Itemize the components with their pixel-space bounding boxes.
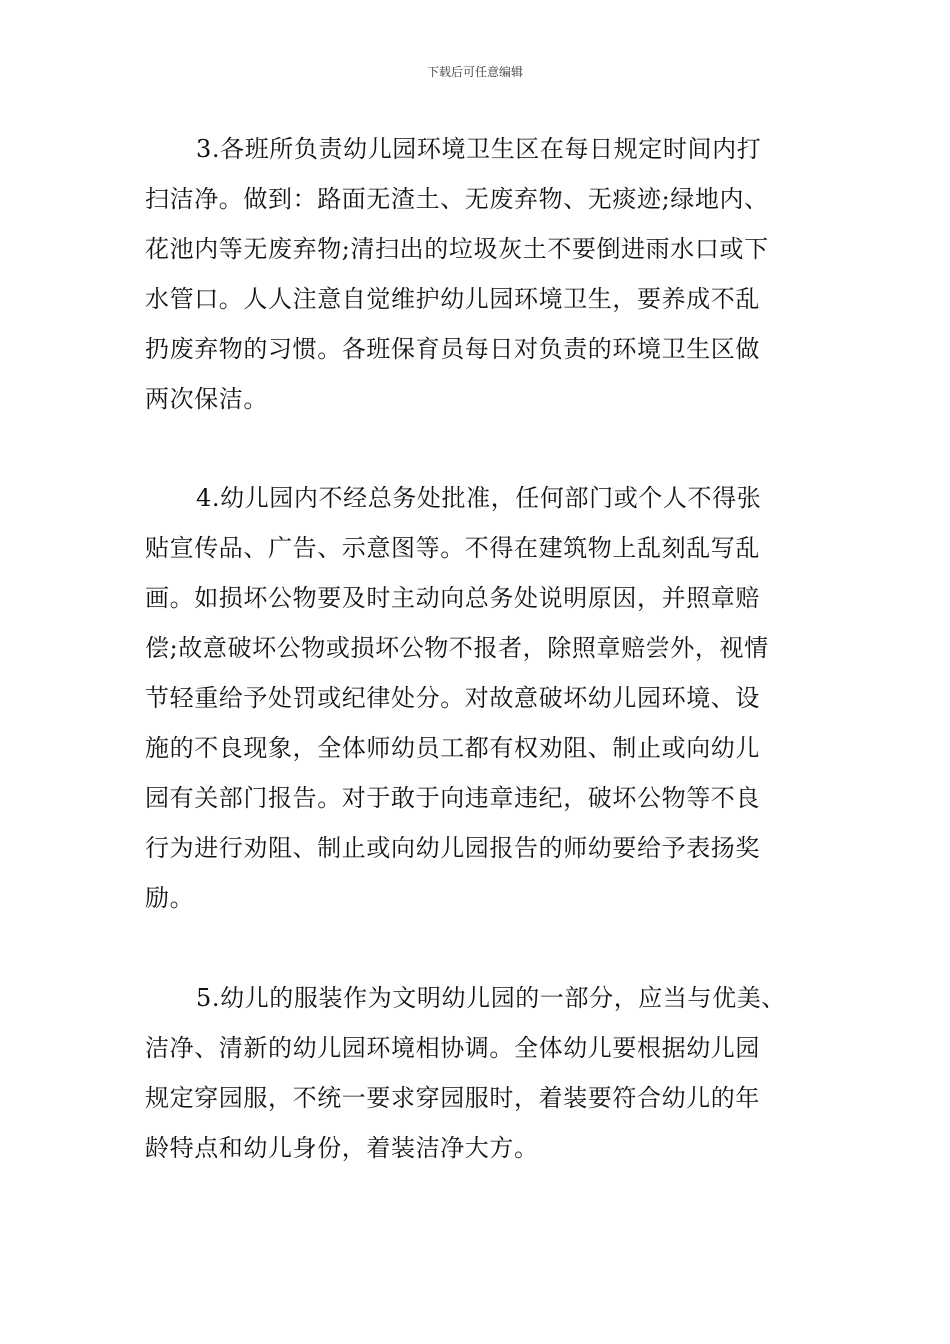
paragraph-line: 园有关部门报告。对于敢于向违章违纪，破坏公物等不良	[145, 784, 760, 812]
paragraph-line: 励。	[145, 884, 195, 912]
paragraph-line: 两次保洁。	[145, 385, 268, 413]
paragraph-line: 规定穿园服，不统一要求穿园服时，着装要符合幼儿的年	[145, 1084, 760, 1112]
paragraph-line: 扔废弃物的习惯。各班保育员每日对负责的环境卫生区做	[145, 335, 760, 363]
paragraph-line: 施的不良现象，全体师幼员工都有权劝阻、制止或向幼儿	[145, 734, 760, 762]
page-header: 下载后可任意编辑	[426, 65, 523, 79]
paragraph-line: 扫洁净。做到：路面无渣土、无废弃物、无痰迹;绿地内、	[145, 185, 769, 213]
paragraph-line: 节轻重给予处罚或纪律处分。对故意破坏幼儿园环境、设	[145, 684, 760, 712]
paragraph-line: 洁净、清新的幼儿园环境相协调。全体幼儿要根据幼儿园	[145, 1034, 760, 1062]
paragraph-line: 4.幼儿园内不经总务处批准，任何部门或个人不得张	[196, 484, 762, 512]
paragraph-line: 画。如损坏公物要及时主动向总务处说明原因，并照章赔	[145, 584, 760, 612]
paragraph-line: 行为进行劝阻、制止或向幼儿园报告的师幼要给予表扬奖	[145, 834, 760, 862]
paragraph-line: 3.各班所负责幼儿园环境卫生区在每日规定时间内打	[196, 135, 762, 163]
paragraph-line: 5.幼儿的服装作为文明幼儿园的一部分，应当与优美、	[196, 984, 786, 1012]
paragraph-line: 水管口。人人注意自觉维护幼儿园环境卫生，要养成不乱	[145, 285, 760, 313]
paragraph-line: 贴宣传品、广告、示意图等。不得在建筑物上乱刻乱写乱	[145, 534, 760, 562]
paragraph-line: 花池内等无废弃物;清扫出的垃圾灰土不要倒进雨水口或下	[145, 235, 769, 263]
paragraph-line: 龄特点和幼儿身份，着装洁净大方。	[145, 1134, 539, 1162]
paragraph-line: 偿;故意破坏公物或损坏公物不报者，除照章赔尝外，视情	[145, 634, 769, 662]
